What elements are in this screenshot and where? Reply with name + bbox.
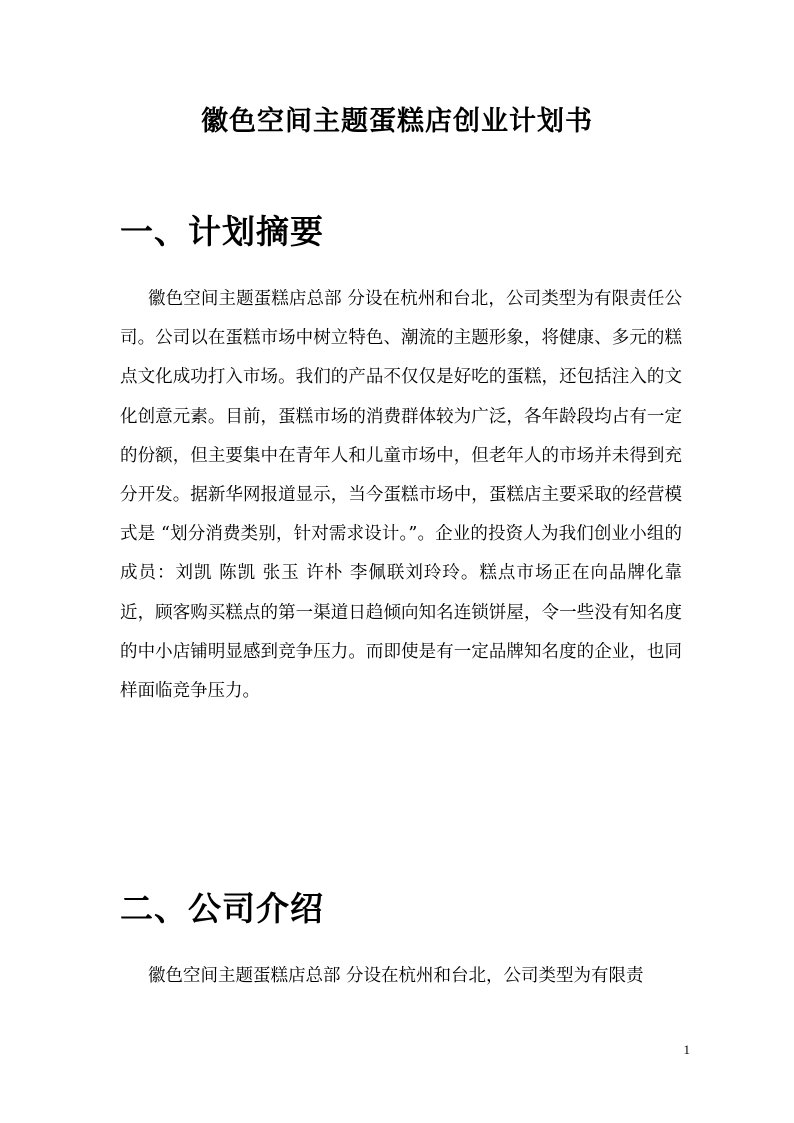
section-heading-company: 二、公司介绍 xyxy=(120,889,324,928)
summary-paragraph: 徽色空间主题蛋糕店总部 分设在杭州和台北，公司类型为有限责任公司。公司以在蛋糕市场中树立特色、潮流的主题形象，将健康、多元的糕点文化成功打入市场。我们的产品不仅仅是好吃的蛋糕，还包括注入的文化创意元素。目前，蛋糕市场的消费群体较为广泛，各年龄段均占有一定的份额，但主要集中在青年人和儿童市场中，但老年人的市场并未得到充分开发。据新华网报道显示，当今蛋糕市场中，蛋糕店主要采取的经营模式是 “划分消费类别，针对需求设计。”。企业的投资人为我们创业小组的成员：刘凯 陈凯 张玉 许朴 李佩联刘玲玲。糕点市场正在向品牌化靠近，顾客购买糕点的第一渠道日趋倾向知名连锁饼屋，令一些没有知名度的中小店铺明显感到竞争压力。而即使是有一定品牌知名度的企业，也同样面临竞争压力。 xyxy=(120,289,682,702)
company-paragraph: 徽色空间主题蛋糕店总部 分设在杭州和台北，公司类型为有限责 xyxy=(148,966,644,986)
page-number: 1 xyxy=(683,1042,690,1057)
document-title: 徽色空间主题蛋糕店创业计划书 xyxy=(201,106,593,137)
section-heading-summary: 一、计划摘要 xyxy=(120,212,324,251)
